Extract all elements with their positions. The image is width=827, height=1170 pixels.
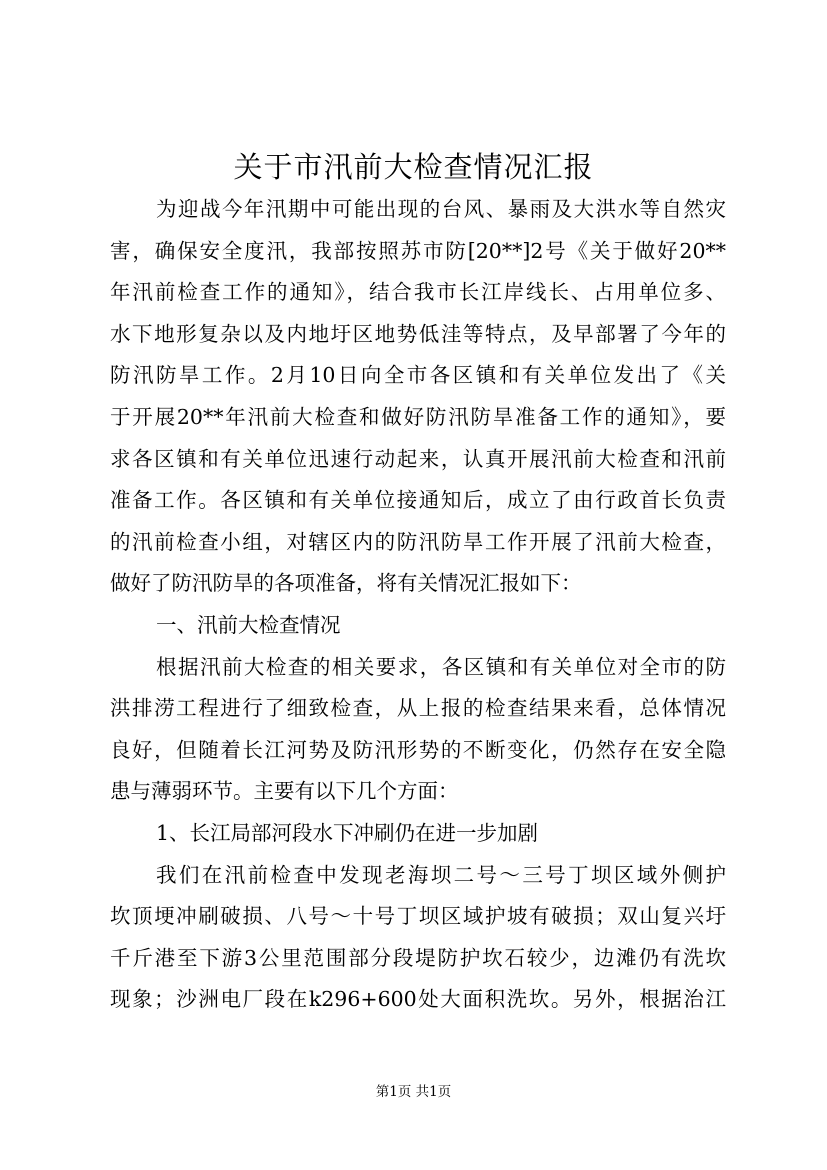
body-line: 现象；沙洲电厂段在k296+600处大面积洗坎。另外，根据治江 [110, 987, 726, 1012]
body-line: 准备工作。各区镇和有关单位接通知后，成立了由行政首长负责 [110, 488, 726, 513]
body-line: 防汛防旱工作。2月10日向全市各区镇和有关单位发出了《关 [110, 363, 726, 388]
body-line: 根据汛前大检查的相关要求，各区镇和有关单位对全市的防 [156, 654, 726, 679]
body-line: 水下地形复杂以及内地圩区地势低洼等特点，及早部署了今年的 [110, 321, 726, 346]
body-line: 良好，但随着长江河势及防汛形势的不断变化，仍然存在安全隐 [110, 737, 726, 762]
body-line: 我们在汛前检查中发现老海坝二号～三号丁坝区域外侧护 [156, 862, 726, 887]
subsection-heading: 1、长江局部河段水下冲刷仍在进一步加剧 [156, 820, 539, 845]
body-line: 为迎战今年汛期中可能出现的台风、暴雨及大洪水等自然灾 [156, 197, 726, 221]
body-line: 千斤港至下游3公里范围部分段堤防护坎石较少，边滩仍有洗坎 [110, 945, 726, 970]
body-line: 患与薄弱环节。主要有以下几个方面： [110, 779, 459, 804]
document-body [110, 189, 726, 1021]
body-line: 于开展20**年汛前大检查和做好防汛防旱准备工作的通知》，要 [110, 404, 726, 429]
body-line: 做好了防汛防旱的各项准备，将有关情况汇报如下： [110, 571, 582, 596]
body-line: 洪排涝工程进行了细致检查，从上报的检查结果来看，总体情况 [110, 696, 726, 721]
section-heading: 一、汛前大检查情况 [156, 612, 341, 637]
body-line: 的汛前检查小组，对辖区内的防汛防旱工作开展了汛前大检查， [110, 529, 726, 554]
body-line: 年汛前检查工作的通知》，结合我市长江岸线长、占用单位多、 [110, 280, 726, 305]
body-line: 坎顶埂冲刷破损、八号～十号丁坝区域护坡有破损；双山复兴圩 [110, 904, 726, 929]
document-title: 关于市汛前大检查情况汇报 [233, 150, 594, 184]
page-footer: 第1页 共1页 [375, 1084, 452, 1100]
body-line: 害，确保安全度汛，我部按照苏市防[20**]2号《关于做好20** [110, 238, 726, 263]
body-line: 求各区镇和有关单位迅速行动起来，认真开展汛前大检查和汛前 [110, 446, 726, 471]
